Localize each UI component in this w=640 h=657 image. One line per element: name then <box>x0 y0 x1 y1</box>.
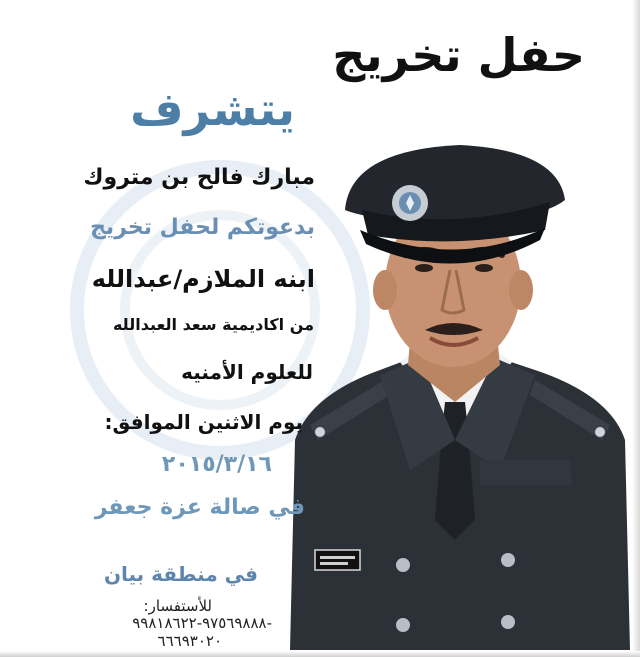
officer-portrait <box>290 140 630 650</box>
event-hall: في صالة عزة جعفر <box>94 495 305 520</box>
frame-shadow-bottom <box>0 651 640 657</box>
phone-numbers: ٩٧٥٦٩٨٨٨-٩٩٨١٨٦٢٢- <box>132 614 272 632</box>
inquiry-label: للأستفسار: <box>143 597 212 615</box>
academy-subtitle: للعلوم الأمنيه <box>181 360 313 384</box>
host-name: مبارك فالح بن متروك <box>83 165 315 190</box>
academy-name: من اكاديمية سعد العبدالله <box>112 315 314 334</box>
invitation-line: بدعوتكم لحفل تخريج <box>90 215 315 240</box>
honor-heading: يتشرف <box>130 82 295 136</box>
graduate-name: ابنه الملازم/عبدالله <box>91 265 315 293</box>
event-day: يوم الاثنين الموافق: <box>104 410 303 434</box>
police-cap-badge-icon <box>392 185 428 221</box>
event-date: ٢٠١٥/٣/١٦ <box>161 452 272 477</box>
event-region: في منطقة بيان <box>103 562 258 586</box>
name-tag-icon <box>315 550 360 570</box>
phone-number-extra: ٦٦٦٩٣٠٢٠ <box>157 632 222 650</box>
event-title: حفل تخريج <box>332 28 585 82</box>
frame-shadow-right <box>632 0 640 657</box>
